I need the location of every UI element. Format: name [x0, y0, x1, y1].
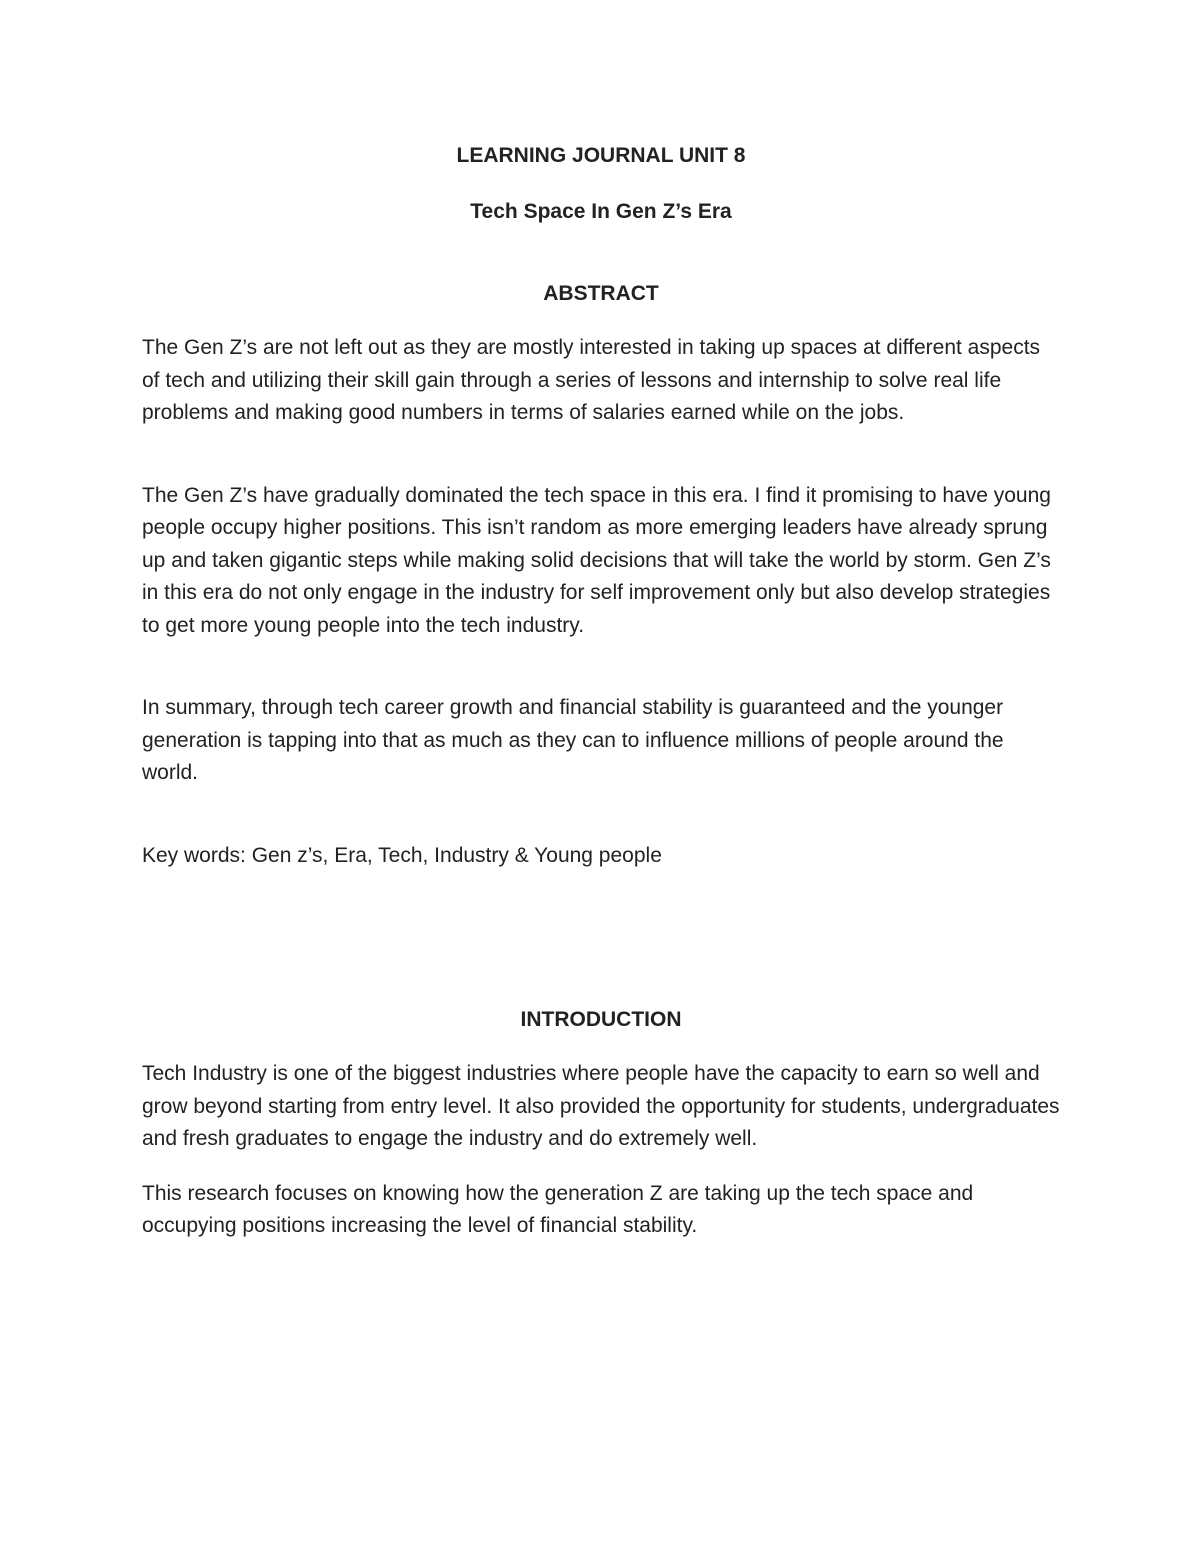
introduction-paragraph-1: Tech Industry is one of the biggest industries where people have the capacity to earn so well and grow beyond starting from entry level. It also provided the opportunity for students, undergraduates and fresh graduates to engage the industry and do extremely well.	[142, 1062, 1060, 1150]
abstract-paragraph-3: In summary, through tech career growth and financial stability is guaranteed and the younger generation is tapping into that as much as they can to influence millions of people around the world.	[142, 696, 1004, 784]
document-title: LEARNING JOURNAL UNIT 8	[456, 144, 746, 167]
introduction-heading: INTRODUCTION	[520, 1008, 682, 1031]
abstract-section	[142, 278, 1060, 872]
introduction-paragraph-2: This research focuses on knowing how the generation Z are taking up the tech space and occupying positions increasing the level of financial stability.	[142, 1181, 974, 1237]
keywords-line: Key words: Gen z’s, Era, Tech, Industry & Young people	[142, 843, 662, 867]
document-body	[142, 140, 1060, 1243]
abstract-paragraph-1: The Gen Z’s are not left out as they are mostly interested in taking up spaces at different aspects of tech and utilizing their skill gain through a series of lessons and internship to solve real life problems and making good numbers in terms of salaries earned while on the jobs.	[142, 336, 1041, 424]
introduction-section	[142, 1004, 1060, 1243]
document-subtitle: Tech Space In Gen Z’s Era	[470, 200, 732, 223]
abstract-paragraph-2: The Gen Z’s have gradually dominated the tech space in this era. I find it promising to have young people occupy higher positions. This isn’t random as more emerging leaders have already sprung up and taken gigantic steps while making solid decisions that will take the world by storm. Gen Z’s in this era do not only engage in the industry for self improvement only but also develop strategies to get more young people into the tech industry.	[142, 483, 1051, 637]
abstract-heading: ABSTRACT	[543, 282, 659, 305]
